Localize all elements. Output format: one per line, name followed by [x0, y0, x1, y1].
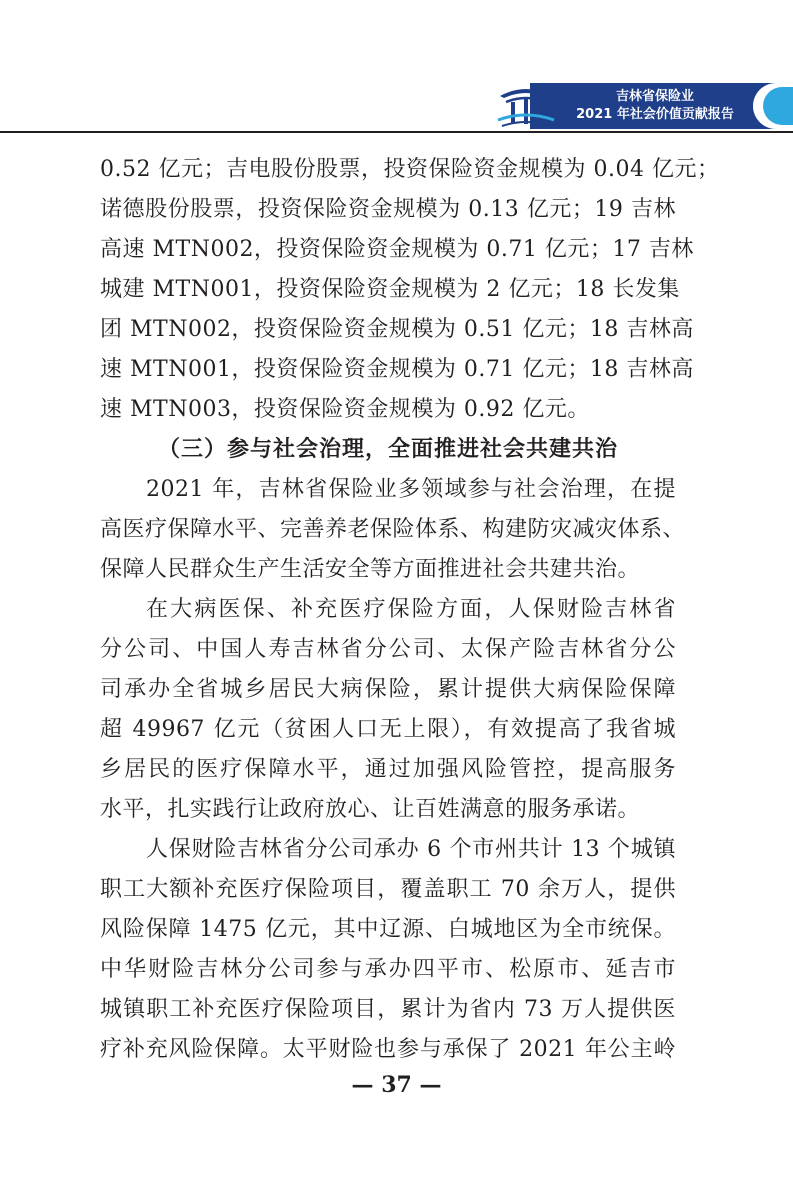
jilin-insurance-logo-icon — [494, 80, 558, 132]
paragraph-line: 中华财险吉林分公司参与承办四平市、松原市、延吉市 — [100, 957, 676, 982]
report-title-line2: 2021 年社会价值贡献报告 — [576, 107, 734, 122]
paragraph-line: 乡居民的医疗保障水平，通过加强风险管控，提高服务 — [100, 757, 676, 782]
header-divider — [0, 131, 793, 133]
paragraph-line: 疗补充风险保障。太平财险也参与承保了 2021 年公主岭 — [100, 1037, 676, 1062]
text-line: 诺德股份股票，投资保险资金规模为 0.13 亿元；19 吉林 — [100, 197, 676, 222]
header-band-accent — [753, 83, 793, 129]
paragraph-line: 2021 年，吉林省保险业多领域参与社会治理，在提 — [146, 477, 676, 502]
paragraph-line: 高医疗保障水平、完善养老保险体系、构建防灾减灾体系、 — [100, 517, 686, 542]
text-line: 0.52 亿元；吉电股份股票，投资保险资金规模为 0.04 亿元； — [100, 157, 720, 182]
report-title-line1: 吉林省保险业 — [615, 89, 694, 104]
text-line: 高速 MTN002，投资保险资金规模为 0.71 亿元；17 吉林 — [100, 237, 694, 262]
header-band-accent-inner — [763, 87, 793, 125]
text-line: 速 MTN001，投资保险资金规模为 0.71 亿元；18 吉林高 — [100, 357, 694, 382]
text-line: 城建 MTN001，投资保险资金规模为 2 亿元；18 长发集 — [100, 277, 680, 302]
page-content — [100, 150, 720, 1070]
page-number: — 37 — — [351, 1072, 442, 1098]
paragraph-line: 保障人民群众生产生活安全等方面推进社会共建共治。 — [100, 557, 641, 582]
text-line: 速 MTN003，投资保险资金规模为 0.92 亿元。 — [100, 397, 590, 422]
paragraph-line: 司承办全省城乡居民大病保险，累计提供大病保险保障 — [100, 677, 676, 702]
paragraph-line: 超 49967 亿元（贫困人口无上限），有效提高了我省城 — [100, 717, 676, 742]
paragraph-line: 水平，扎实践行让政府放心、让百姓满意的服务承诺。 — [100, 797, 641, 822]
paragraph-line: 风险保障 1475 亿元，其中辽源、白城地区为全市统保。 — [100, 917, 676, 942]
section-heading: （三）参与社会治理，全面推进社会共建共治 — [158, 437, 619, 462]
paragraph-line: 职工大额补充医疗保险项目，覆盖职工 70 余万人，提供 — [100, 877, 676, 902]
paragraph-line: 人保财险吉林省分公司承办 6 个市州共计 13 个城镇 — [146, 837, 676, 862]
text-line: 团 MTN002，投资保险资金规模为 0.51 亿元；18 吉林高 — [100, 317, 694, 342]
paragraph-line: 分公司、中国人寿吉林省分公司、太保产险吉林省分公 — [100, 637, 676, 662]
paragraph-line: 城镇职工补充医疗保险项目，累计为省内 73 万人提供医 — [100, 997, 676, 1022]
paragraph-line: 在大病医保、补充医疗保险方面，人保财险吉林省 — [146, 597, 676, 622]
